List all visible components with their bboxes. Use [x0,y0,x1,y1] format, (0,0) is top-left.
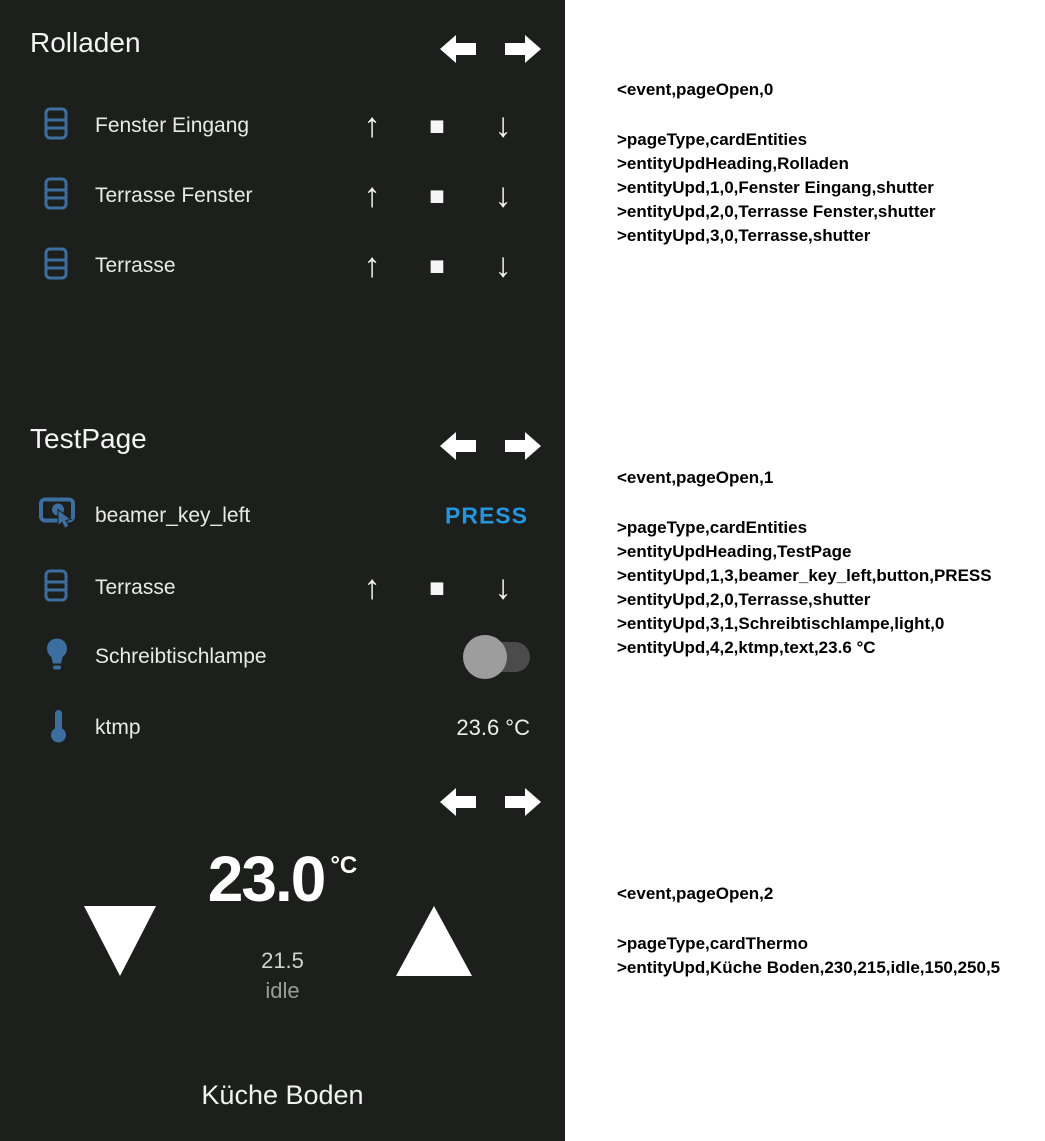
shutter-up-button[interactable]: ↑ [363,106,381,145]
entity-row-beamer-key-left [0,488,565,544]
page-navigation [440,785,541,819]
page-rolladen [0,0,565,380]
entity-row-ktmp [0,700,565,756]
shutter-up-button[interactable]: ↑ [363,568,381,607]
log-block-page1 [617,466,992,660]
shutter-stop-button[interactable]: ■ [429,110,445,141]
arrow-right-icon[interactable] [505,429,541,463]
entity-name: ktmp [95,716,141,739]
shutter-stop-button[interactable]: ■ [429,572,445,603]
entity-name: Fenster Eingang [95,114,250,137]
arrow-left-icon[interactable] [440,429,476,463]
entity-name: beamer_key_left [95,504,251,527]
window-shutter-icon [44,569,68,607]
thermostat-title: Küche Boden [201,1080,364,1110]
page-testpage [0,380,565,760]
temperature-unit: °C [330,852,358,879]
shutter-up-button[interactable]: ↑ [363,176,381,215]
thermometer-icon [50,708,67,748]
entity-row-fenster-eingang [0,98,565,154]
arrow-right-icon[interactable] [505,785,541,819]
page-navigation [440,32,541,66]
log-block-page2 [617,882,1000,980]
entity-name: Terrasse [95,254,176,277]
window-shutter-icon [44,247,68,285]
log-line: >entityUpd,2,0,Terrasse,shutter [617,590,871,609]
temperature-value: 23.0 [207,843,325,915]
entity-row-schreibtischlampe [0,629,565,685]
toggle-knob[interactable] [463,635,507,679]
log-event-line: <event,pageOpen,1 [617,468,774,487]
log-line: >entityUpd,1,3,beamer_key_left,button,PRESS [617,566,992,585]
sensor-value: 23.6 °C [456,715,530,740]
log-event-line: <event,pageOpen,2 [617,884,774,903]
shutter-up-button[interactable]: ↑ [363,246,381,285]
log-line: >entityUpdHeading,TestPage [617,542,852,561]
shutter-stop-button[interactable]: ■ [429,180,445,211]
log-line: >entityUpd,1,0,Fenster Eingang,shutter [617,178,934,197]
page-thermo [0,760,565,1141]
entity-name: Terrasse [95,576,176,599]
page-navigation [440,429,541,463]
arrow-left-icon[interactable] [440,785,476,819]
entity-name: Schreibtischlampe [95,645,267,668]
log-line: >pageType,cardEntities [617,518,808,537]
page-title: Rolladen [30,27,141,58]
window-shutter-icon [44,177,68,215]
log-line: >pageType,cardThermo [617,934,808,953]
hvac-state: idle [265,978,300,1003]
window-shutter-icon [44,107,68,145]
shutter-down-button[interactable]: ↓ [494,246,512,285]
press-button[interactable]: PRESS [445,502,528,529]
arrow-left-icon[interactable] [440,32,476,66]
log-event-line: <event,pageOpen,0 [617,80,774,99]
shutter-stop-button[interactable]: ■ [429,250,445,281]
entity-name: Terrasse Fenster [95,184,253,207]
gesture-tap-button-icon [38,496,76,537]
entity-row-terrasse-fenster [0,168,565,224]
log-line: >entityUpdHeading,Rolladen [617,154,849,173]
shutter-down-button[interactable]: ↓ [494,176,512,215]
shutter-down-button[interactable]: ↓ [494,568,512,607]
arrow-right-icon[interactable] [505,32,541,66]
entity-row-terrasse [0,238,565,294]
log-line: >entityUpd,2,0,Terrasse Fenster,shutter [617,202,936,221]
log-block-page0 [617,78,936,248]
page-title: TestPage [30,423,147,454]
log-line: >entityUpd,4,2,ktmp,text,23.6 °C [617,638,876,657]
shutter-down-button[interactable]: ↓ [494,106,512,145]
lightbulb-icon [44,638,70,677]
target-temperature: 21.5 [261,948,304,973]
log-line: >entityUpd,3,0,Terrasse,shutter [617,226,871,245]
log-line: >entityUpd,Küche Boden,230,215,idle,150,250,5 [617,958,1001,977]
entity-row-terrasse [0,560,565,616]
log-line: >entityUpd,3,1,Schreibtischlampe,light,0 [617,614,945,633]
log-line: >pageType,cardEntities [617,130,808,149]
light-toggle[interactable] [466,642,530,672]
